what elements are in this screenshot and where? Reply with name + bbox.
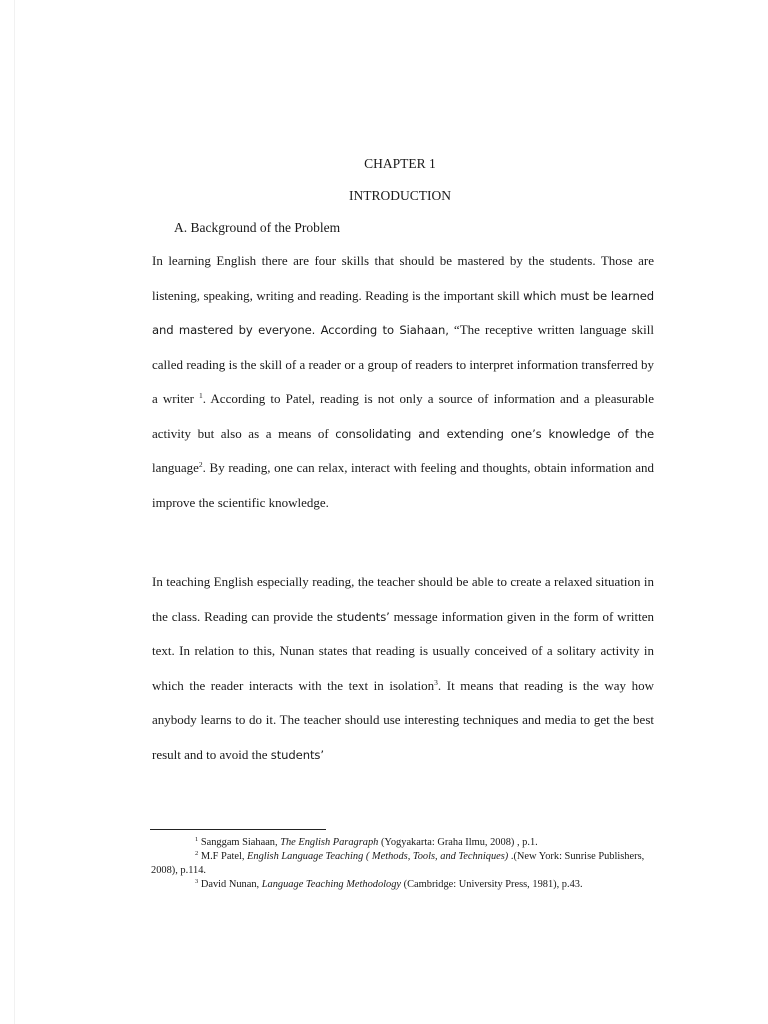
- paragraph-text: . It means that reading is the way how anybody learns to do it. The teacher should use interesting techniques and media to get the best result and to avoid the: [152, 677, 654, 762]
- chapter-label: CHAPTER 1: [364, 156, 436, 171]
- paragraph-text: students’: [270, 747, 324, 762]
- footnote-ref-1: 1: [199, 391, 203, 400]
- footnote-text: (Yogyakarta: Graha Ilmu, 2008) , p.1.: [378, 837, 538, 848]
- body-paragraph-2: [152, 565, 654, 772]
- footnote-number: 1: [195, 836, 199, 843]
- paragraph-text: “The receptive written language skill called reading is the skill of a reader or a group of readers to interpret information transferred by a writer: [152, 322, 654, 406]
- footnote-ref-3: 3: [434, 677, 438, 687]
- paragraph-text: In teaching English especially reading, the teacher should be able to create a relaxed situation in the class. Reading can provide the: [152, 574, 654, 624]
- paragraph-text: . According to Patel, reading is not only a source of information and a pleasurable activity but also as a means of: [152, 391, 654, 441]
- chapter-title: INTRODUCTION: [349, 188, 451, 203]
- footnote-title: The English Paragraph: [280, 837, 379, 848]
- paragraph-text: consolidating and extending one’s knowledge of the: [335, 426, 654, 441]
- footnote-title: English Language Teaching ( Methods, Tools, and Techniques): [247, 851, 509, 862]
- footnote-text: David Nunan,: [198, 879, 262, 890]
- paragraph-text: In learning English there are four skills that should be mastered by the students. Those are listening, speaking, writing and reading. Reading is the important skill: [152, 253, 654, 303]
- footnote-text: .(New York: Sunrise Publishers, 2008), p.114.: [151, 851, 645, 876]
- footnote-separator: [150, 829, 326, 830]
- footnote-text: (Cambridge: University Press, 1981), p.43.: [401, 879, 583, 890]
- footnote-text: Sanggam Siahaan,: [198, 837, 281, 848]
- footnote-number: 2: [195, 850, 199, 857]
- paragraph-text: language: [152, 460, 199, 475]
- body-paragraph-1: [152, 244, 654, 520]
- footnote-text: M.F Patel,: [198, 851, 248, 862]
- footnote-number: 3: [195, 878, 199, 885]
- footnote-1: [151, 836, 653, 850]
- footnotes: [151, 836, 653, 892]
- page-edge-divider: [14, 0, 15, 1024]
- paragraph-text: . By reading, one can relax, interact with feeling and thoughts, obtain information and improve the scientific knowledge.: [152, 460, 654, 510]
- paragraph-text: students’: [336, 609, 390, 624]
- footnote-2: [151, 850, 653, 878]
- section-heading: A. Background of the Problem: [174, 220, 341, 235]
- footnote-title: Language Teaching Methodology: [261, 879, 402, 890]
- paragraph-text: message information given in the form of written text. In relation to this, Nunan states that reading is usually conceived of a solitary activity in which the reader interacts with the text in isolation: [152, 608, 655, 693]
- footnote-3: [151, 878, 653, 892]
- paragraph-text: which must be learned and mastered by everyone. According to Siahaan,: [152, 288, 655, 337]
- footnote-ref-2: 2: [198, 460, 203, 469]
